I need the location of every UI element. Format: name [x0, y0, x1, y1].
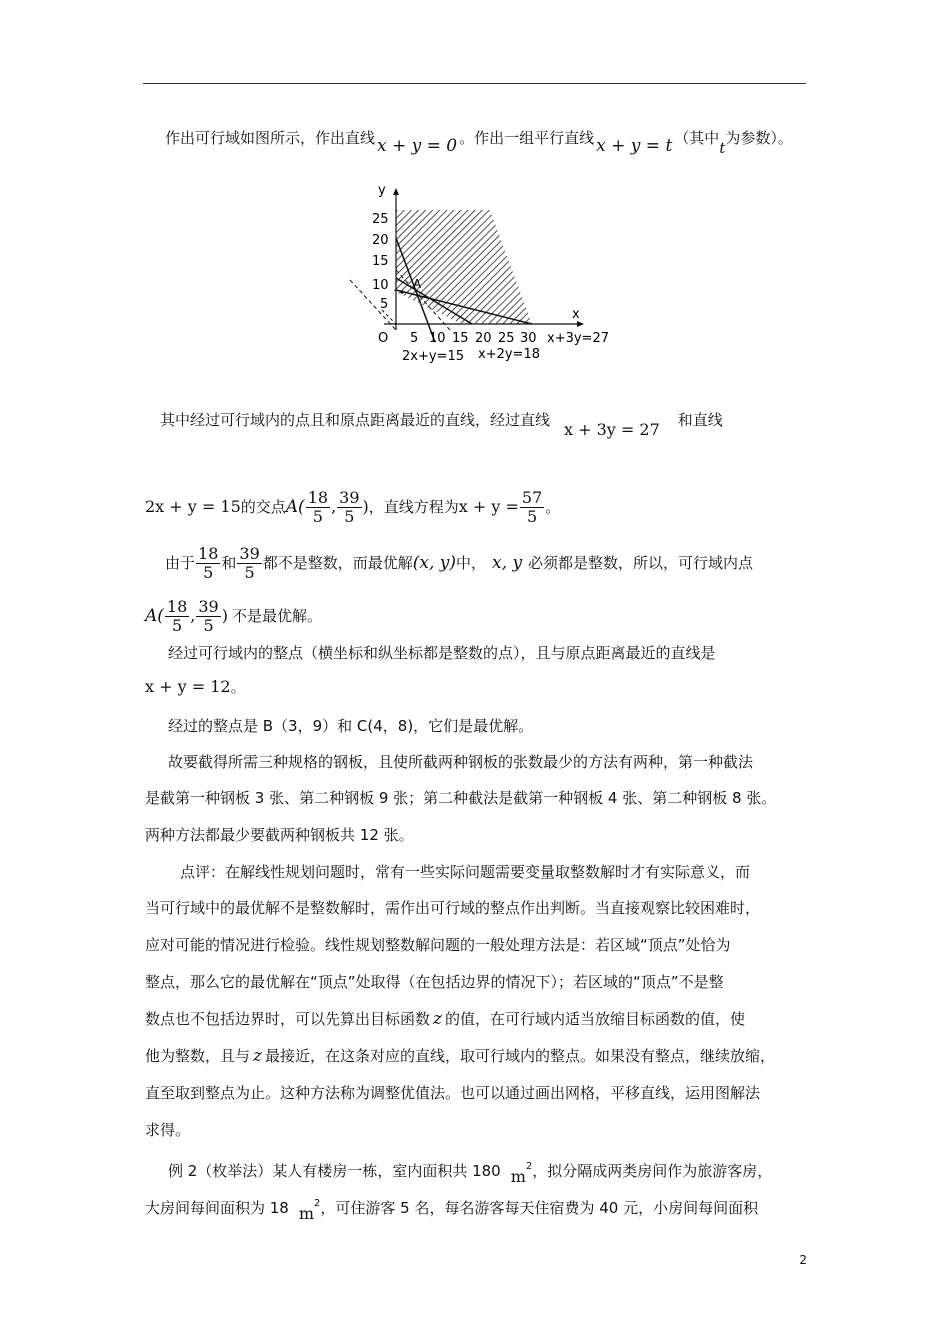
- text: 为参数）。: [725, 129, 793, 147]
- point-a: A(: [285, 497, 305, 517]
- fraction: $\frac{39}{5}$: [339, 488, 360, 526]
- text: ,: [190, 606, 196, 625]
- text: 数点也不包括边界时，可以先算出目标函数: [145, 1010, 431, 1028]
- paragraph-4: [165, 543, 753, 583]
- text: 他为整数，且与: [145, 1047, 251, 1065]
- text: 都不是整数，而最优解: [262, 554, 413, 572]
- paragraph-10-line-7: 直至取到整点为止。这种方法称为调整优值法。也可以通过画出网格，平移直线，运用图解法: [145, 1084, 761, 1102]
- paragraph-9-line-1: 故要截得所需三种规格的钢板，且使所截两种钢板的张数最少的方法有两种，第一种截法: [168, 753, 754, 771]
- graph-svg: [340, 182, 610, 367]
- text: 和: [221, 554, 237, 572]
- text: 经过可行域内的整点（横坐标和纵坐标都是整数的点），且与原点距离最近的直线是: [168, 644, 716, 662]
- x-tick: 5: [410, 331, 419, 346]
- paragraph-10-line-2: 当可行域中的最优解不是整数解时，需作出可行域的整点作出判断。当直接观察比较困难时，: [145, 899, 761, 917]
- point-a: [400, 290, 404, 294]
- point-a-label: A: [413, 277, 422, 291]
- fraction: $\frac{39}{5}$: [239, 544, 260, 582]
- text: 其中经过可行域内的点且和原点距离最近的直线，经过直线: [160, 411, 551, 429]
- origin-label: O: [378, 331, 389, 346]
- y-tick: 10: [372, 278, 389, 293]
- x-tick: 30: [520, 331, 537, 346]
- text: ，拟分隔成两类房间作为旅游客房，: [532, 1162, 773, 1180]
- y-label: y: [378, 183, 386, 198]
- paragraph-3: [145, 487, 560, 527]
- equation: x + y =: [458, 497, 519, 516]
- y-tick: 15: [372, 254, 389, 269]
- y-tick: 5: [380, 297, 389, 312]
- page-number: 2: [799, 1253, 807, 1267]
- x-tick: 10: [429, 331, 446, 346]
- paragraph-11-line-2: [145, 1194, 759, 1223]
- feasible-region-figure: [340, 182, 610, 367]
- fraction: $\frac{39}{5}$: [198, 597, 219, 635]
- text: 必须都是整数，所以，可行域内点: [528, 554, 754, 572]
- paragraph-10-line-6: [145, 1046, 775, 1066]
- paragraph-10-line-1: 点评：在解线性规划问题时，常有一些实际问题需要变量取整数解时才有实际意义，而: [180, 863, 751, 881]
- text: 由于: [165, 554, 196, 572]
- x-tick: 25: [498, 331, 515, 346]
- variable: x, y: [492, 553, 523, 573]
- variable: z: [253, 1046, 262, 1066]
- superscript: 2: [525, 1161, 533, 1172]
- paragraph-11-line-1: [168, 1157, 773, 1186]
- text: 经过的整点是 B（3，9）和 C(4，8)，它们是最优解。: [168, 717, 534, 735]
- text: 。作出一组平行直线: [459, 129, 595, 147]
- header-rule: [143, 83, 806, 84]
- text: 中，: [456, 554, 487, 572]
- paragraph-5: [145, 596, 322, 636]
- unit: m: [298, 1204, 315, 1223]
- text: ): [362, 497, 369, 516]
- fraction: $\frac{57}{5}$: [521, 488, 543, 526]
- paragraph-10-line-4: 整点，那么它的最优解在“顶点”处取得（在包括边界的情况下）；若区域的“顶点”不是整: [145, 973, 724, 991]
- fraction: $\frac{18}{5}$: [166, 597, 188, 635]
- text: 的交点: [240, 498, 286, 516]
- paragraph-10-line-8: 求得。: [145, 1121, 191, 1139]
- text: ，可住游客 5 名，每名游客每天住宿费为 40 元，小房间每间面积: [320, 1199, 759, 1217]
- text: 的值，在可行域内适当放缩目标函数的值，使: [444, 1010, 745, 1028]
- point-a: A(: [145, 606, 164, 626]
- paragraph-9-line-2: 是截第一种钢板 3 张、第二种钢板 9 张；第二种截法是截第一种钢板 4 张、第二种钢板 8 张。: [145, 789, 777, 807]
- paragraph-10-line-3: 应对可能的情况进行检验。线性规划整数解问题的一般处理方法是：若区域“顶点”处恰为: [145, 936, 731, 954]
- text: 。: [230, 678, 246, 696]
- equation: x + y = t: [596, 136, 673, 156]
- x-label: x: [572, 307, 580, 322]
- text: 。: [545, 498, 561, 516]
- text: ): [221, 606, 228, 625]
- text: 作出可行域如图所示，作出直线: [165, 129, 376, 147]
- text: 和直线: [677, 411, 723, 429]
- variable: t: [719, 139, 726, 157]
- equation: x + y = 12: [145, 677, 231, 696]
- fraction: $\frac{18}{5}$: [307, 488, 329, 526]
- y-tick: 20: [372, 233, 389, 248]
- y-tick: 25: [372, 212, 389, 227]
- x-tick: 15: [452, 331, 469, 346]
- x-tick: 20: [475, 331, 492, 346]
- text: （其中: [674, 129, 720, 147]
- y-arrow: [393, 188, 399, 195]
- fraction: $\frac{18}{5}$: [198, 544, 219, 582]
- paragraph-7: [145, 677, 246, 697]
- paragraph-9-line-3: 两种方法都最少要截两种钢板共 12 张。: [145, 826, 414, 844]
- text: 大房间每间面积为 18: [145, 1199, 289, 1217]
- equation: 2x + y = 15: [145, 497, 241, 516]
- text: 不是最优解。: [231, 607, 322, 625]
- variable: z: [433, 1009, 442, 1029]
- paragraph-10-line-5: [145, 1009, 745, 1029]
- paragraph-8: [168, 716, 533, 736]
- equation: x + y = 0: [377, 136, 458, 156]
- superscript: 2: [314, 1198, 321, 1209]
- text: ,: [331, 497, 337, 516]
- text: 例 2（枚举法）某人有楼房一栋，室内面积共 180: [168, 1162, 501, 1180]
- line-label: 2x+y=15: [402, 349, 464, 364]
- variable: (x, y): [412, 553, 457, 573]
- equation: x + 3y = 27: [564, 420, 660, 439]
- text: ，直线方程为: [368, 498, 459, 516]
- text: 最接近，在这条对应的直线，取可行域内的整点。如果没有整点，继续放缩，: [264, 1047, 775, 1065]
- unit: m: [510, 1167, 526, 1186]
- paragraph-1: [165, 128, 793, 157]
- paragraph-2: [160, 410, 723, 439]
- line-label: x+3y=27: [547, 331, 609, 346]
- line-label: x+2y=18: [478, 347, 540, 362]
- paragraph-6: [168, 643, 716, 663]
